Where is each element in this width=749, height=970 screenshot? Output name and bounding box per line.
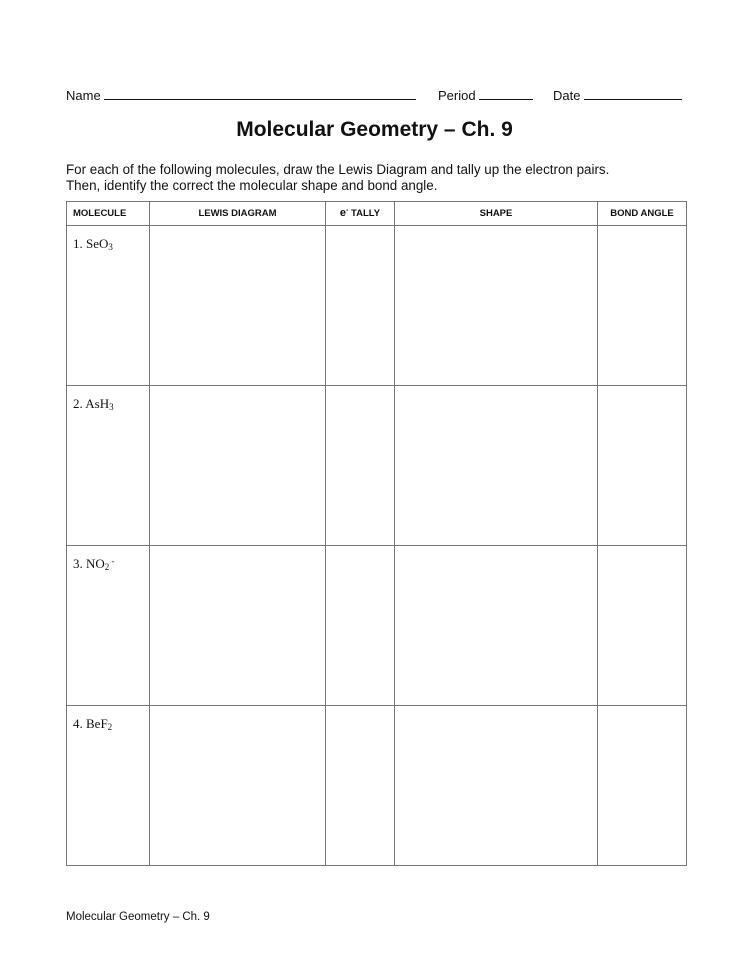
molecule-label <box>67 546 149 572</box>
shape-cell[interactable] <box>395 546 598 706</box>
molecule-label <box>67 386 149 412</box>
molecule-cell <box>67 706 150 866</box>
column-header-lewis-diagram: LEWIS DIAGRAM <box>150 202 326 226</box>
formula-subscript: 3 <box>108 242 113 252</box>
page-footer: Molecular Geometry – Ch. 9 <box>66 911 210 923</box>
molecule-label <box>67 706 149 732</box>
date-field[interactable] <box>553 88 682 103</box>
instructions-line-2: Then, identify the correct the molecular shape and bond angle. <box>66 178 438 193</box>
row-number: 3. <box>73 556 86 571</box>
name-blank[interactable] <box>104 88 416 100</box>
instructions <box>66 162 706 194</box>
e-tally-cell[interactable] <box>326 706 395 866</box>
molecule-label <box>67 226 149 252</box>
bond-angle-cell[interactable] <box>598 386 687 546</box>
date-blank[interactable] <box>584 88 682 100</box>
formula-base: AsH <box>85 396 110 411</box>
formula-subscript: 2 <box>104 562 110 572</box>
worksheet-table <box>66 201 687 866</box>
row-number: 2. <box>73 396 86 411</box>
e-tally-cell[interactable] <box>326 546 395 706</box>
column-header-shape: SHAPE <box>395 202 598 226</box>
table-row <box>67 546 687 706</box>
formula-base: NO <box>86 556 105 571</box>
table-header-row <box>67 202 687 226</box>
column-header-e-tally <box>326 202 395 226</box>
lewis-diagram-cell[interactable] <box>150 546 326 706</box>
table-row <box>67 226 687 386</box>
shape-cell[interactable] <box>395 706 598 866</box>
period-blank[interactable] <box>479 88 533 100</box>
bond-angle-cell[interactable] <box>598 226 687 386</box>
bond-angle-cell[interactable] <box>598 706 687 866</box>
formula-subscript: 2 <box>107 722 113 732</box>
lewis-diagram-cell[interactable] <box>150 226 326 386</box>
table-row <box>67 706 687 866</box>
molecule-cell <box>67 546 150 706</box>
lewis-diagram-cell[interactable] <box>150 706 326 866</box>
shape-cell[interactable] <box>395 386 598 546</box>
column-header-molecule: MOLECULE <box>67 202 150 226</box>
tally-label: TALLY <box>348 208 381 220</box>
period-field[interactable] <box>438 88 533 103</box>
tally-minus-sup: - <box>346 207 349 215</box>
formula-base: BeF <box>86 716 108 731</box>
e-tally-cell[interactable] <box>326 386 395 546</box>
table-row <box>67 386 687 546</box>
page-title: Molecular Geometry – Ch. 9 <box>236 118 513 141</box>
formula-subscript: 3 <box>109 402 114 412</box>
period-label: Period <box>438 88 476 103</box>
bond-angle-cell[interactable] <box>598 546 687 706</box>
tally-e-symbol: e <box>339 207 347 220</box>
date-label: Date <box>553 88 581 103</box>
molecule-cell <box>67 386 150 546</box>
instructions-line-1: For each of the following molecules, draw the Lewis Diagram and tally up the electron pairs. <box>66 162 610 177</box>
molecule-cell <box>67 226 150 386</box>
row-number: 4. <box>73 716 86 731</box>
name-label: Name <box>66 88 101 103</box>
e-tally-cell[interactable] <box>326 226 395 386</box>
shape-cell[interactable] <box>395 226 598 386</box>
column-header-bond-angle: BOND ANGLE <box>598 202 687 226</box>
lewis-diagram-cell[interactable] <box>150 386 326 546</box>
name-field[interactable] <box>66 88 416 103</box>
formula-base: SeO <box>86 236 109 251</box>
formula-charge: - <box>109 556 115 566</box>
row-number: 1. <box>73 236 86 251</box>
